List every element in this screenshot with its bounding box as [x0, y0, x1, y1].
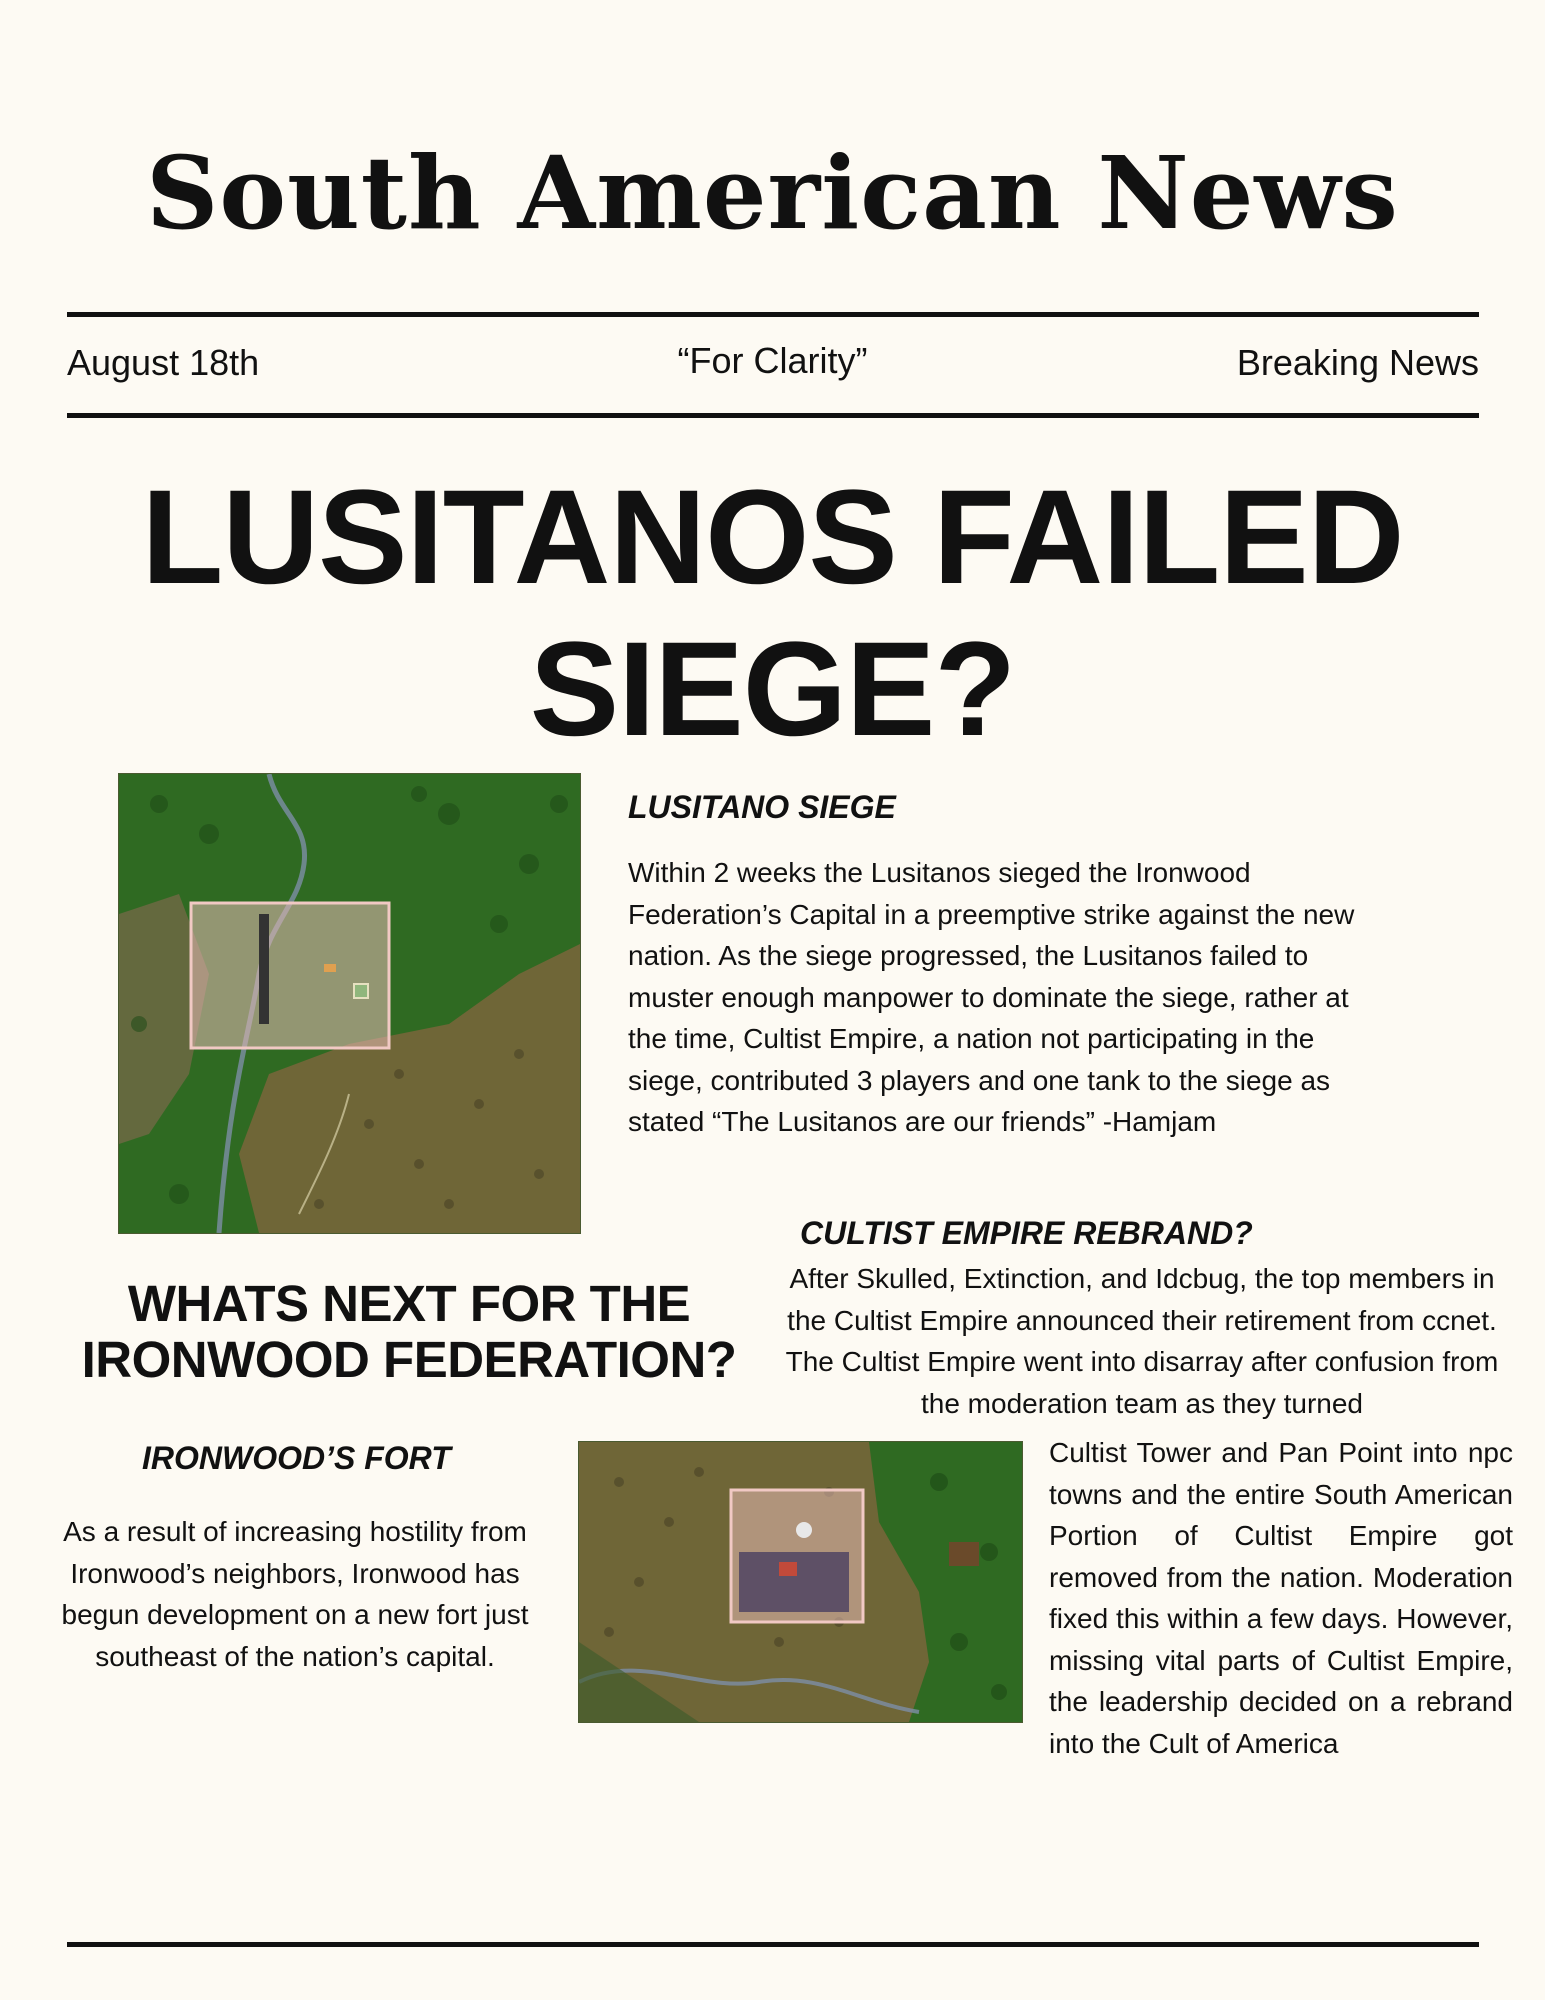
- rebrand-article-title: CULTIST EMPIRE REBRAND?: [800, 1215, 1253, 1251]
- motto: “For Clarity”: [677, 340, 868, 381]
- siege-article-body: Within 2 weeks the Lusitanos sieged the Ironwood Federation’s Capital in a preemptive strike against the new nation. As the siege progressed, the Lusitanos failed to muster enough manpower to dominate the siege, rather at the time, Cultist Empire, a nation not participating in the siege, contributed 3 players and one tank to the siege as stated “The Lusitanos are our friends” -Hamjam: [628, 857, 1355, 1137]
- siege-article-title: LUSITANO SIEGE: [628, 789, 896, 825]
- fort-map-image: [578, 1441, 1023, 1723]
- issue-date: August 18th: [67, 342, 260, 383]
- rebrand-article-body-bottom: Cultist Tower and Pan Point into npc towns and the entire South American Portion of Cultist Empire got removed from the nation. Moderation fixed this within a few days. However, missing vital parts of Cultist Empire, the leadership decided on a rebrand into the Cult of America: [1049, 1437, 1513, 1759]
- headline-line-1: LUSITANOS FAILED: [141, 463, 1404, 612]
- ironwood-section-heading: [60, 1276, 758, 1388]
- fort-article-body: As a result of increasing hostility from Ironwood’s neighbors, Ironwood has begun development on a new fort just southeast of the nation’s capital.: [61, 1516, 529, 1672]
- masthead-title: South American News: [146, 134, 1399, 252]
- top-rule: [67, 312, 1479, 317]
- main-headline: [60, 462, 1485, 766]
- section-heading-line-1: WHATS NEXT FOR THE: [127, 1275, 691, 1332]
- satellite-map-icon: [579, 1442, 1022, 1722]
- section-heading-line-2: IRONWOOD FEDERATION?: [81, 1331, 737, 1388]
- bottom-rule: [67, 1942, 1479, 1947]
- satellite-map-icon: [119, 774, 580, 1233]
- fort-article-title: IRONWOOD’S FORT: [142, 1440, 451, 1476]
- rebrand-article-body-top: After Skulled, Extinction, and Idcbug, the top members in the Cultist Empire announced their retirement from ccnet. The Cultist Empire went into disarray after confusion from the moderation team as they turned: [785, 1263, 1499, 1419]
- headline-line-2: SIEGE?: [529, 615, 1016, 764]
- meta-bottom-rule: [67, 413, 1479, 418]
- capital-map-image: [118, 773, 581, 1234]
- breaking-news-tag: Breaking News: [1236, 342, 1479, 383]
